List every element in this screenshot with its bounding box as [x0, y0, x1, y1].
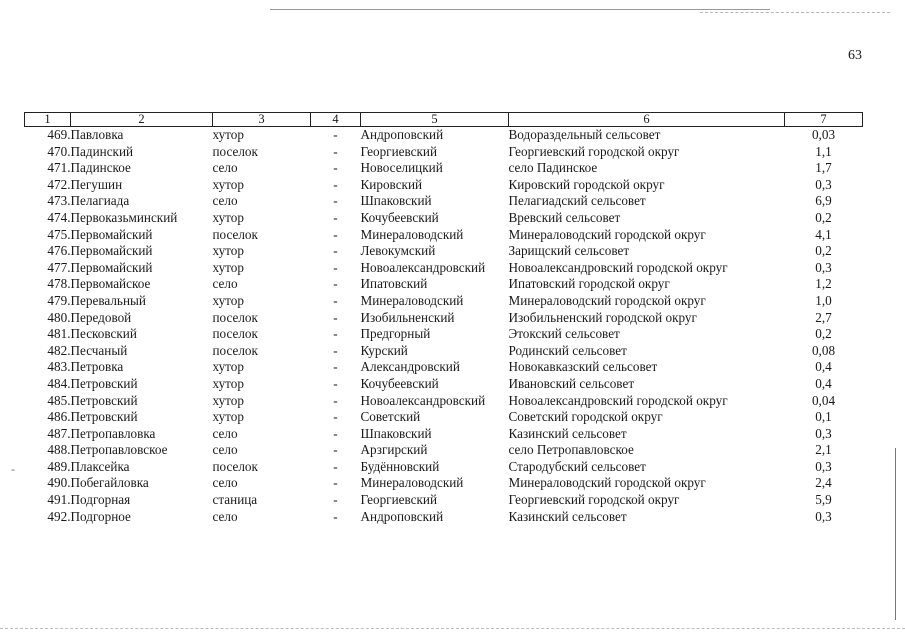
page-number: 63: [848, 48, 862, 63]
column-4-value: -: [333, 475, 338, 491]
table-row: [25, 359, 863, 376]
settlement-type: хутор: [212, 359, 244, 375]
table-row: [25, 293, 863, 310]
table-row: [25, 210, 863, 227]
municipality-name: Этокский сельсовет: [508, 326, 620, 342]
row-number: 480.: [47, 309, 71, 325]
settlement-type: село: [212, 442, 238, 458]
settlement-type: село: [212, 475, 238, 491]
row-number: 472.: [47, 176, 71, 192]
settlement-type: хутор: [212, 209, 244, 225]
table-header-row: [25, 113, 863, 127]
table-row: [25, 177, 863, 194]
row-number: 470.: [47, 143, 71, 159]
column-4-value: -: [333, 359, 338, 375]
municipality-name: Новоалександровский городской округ: [508, 392, 728, 408]
row-number: 486.: [47, 409, 71, 425]
scan-artifact-top: [270, 9, 770, 10]
district-name: Георгиевский: [360, 143, 438, 159]
row-number: 482.: [47, 342, 71, 358]
settlement-name: Первомайский: [70, 259, 153, 275]
settlement-type: поселок: [212, 458, 258, 474]
municipality-name: Зарищский сельсовет: [508, 243, 630, 259]
table-row: [25, 144, 863, 161]
municipality-name: Георгиевский городской округ: [508, 492, 680, 508]
municipality-name: Пелагиадский сельсовет: [508, 193, 646, 209]
area-value: 0,3: [815, 176, 832, 192]
municipality-name: Изобильненский городской округ: [508, 309, 697, 325]
municipality-name: Новоалександровский городской округ: [508, 259, 728, 275]
column-4-value: -: [333, 508, 338, 524]
row-number: 478.: [47, 276, 71, 292]
area-value: 0,4: [815, 359, 832, 375]
settlement-name: Павловка: [70, 127, 124, 142]
column-4-value: -: [333, 193, 338, 209]
area-value: 1,7: [815, 160, 832, 176]
table-row: [25, 326, 863, 343]
column-4-value: -: [333, 292, 338, 308]
stray-margin-mark: -: [11, 462, 15, 476]
district-name: Минераловодский: [360, 475, 464, 491]
row-number: 483.: [47, 359, 71, 375]
row-number: 492.: [47, 508, 71, 524]
area-value: 0,3: [815, 458, 832, 474]
column-4-value: -: [333, 176, 338, 192]
district-name: Ипатовский: [360, 276, 428, 292]
district-name: Новоселицкий: [360, 160, 443, 176]
area-value: 0,2: [815, 326, 832, 342]
settlement-name: Первомайское: [70, 276, 151, 292]
column-4-value: -: [333, 276, 338, 292]
table-row: [25, 376, 863, 393]
table-body: [25, 127, 863, 526]
area-value: 2,4: [815, 475, 832, 491]
settlement-name: Перевальный: [70, 292, 146, 308]
column-4-value: -: [333, 243, 338, 259]
settlement-type: село: [212, 193, 238, 209]
column-header-1: 1: [25, 113, 71, 127]
row-number: 487.: [47, 425, 71, 441]
municipality-name: Новокавказский сельсовет: [508, 359, 658, 375]
column-header-7: 7: [785, 113, 863, 127]
settlement-name: Подгорная: [70, 492, 131, 508]
area-value: 1,2: [815, 276, 832, 292]
column-header-6: 6: [509, 113, 785, 127]
settlement-name: Побегайловка: [70, 475, 149, 491]
row-number: 491.: [47, 492, 71, 508]
column-4-value: -: [333, 342, 338, 358]
settlement-type: поселок: [212, 342, 258, 358]
column-header-3: 3: [213, 113, 311, 127]
settlement-type: хутор: [212, 127, 244, 142]
table-row: [25, 310, 863, 327]
district-name: Андроповский: [360, 508, 444, 524]
settlement-type: хутор: [212, 292, 244, 308]
settlement-type: поселок: [212, 309, 258, 325]
column-4-value: -: [333, 392, 338, 408]
row-number: 479.: [47, 292, 71, 308]
district-name: Андроповский: [360, 127, 444, 142]
area-value: 0,3: [815, 425, 832, 441]
table-row: [25, 260, 863, 277]
settlement-type: село: [212, 508, 238, 524]
municipality-name: Вревский сельсовет: [508, 209, 621, 225]
area-value: 0,3: [815, 259, 832, 275]
settlement-type: хутор: [212, 176, 244, 192]
settlement-name: Падинский: [70, 143, 134, 159]
municipality-name: Водораздельный сельсовет: [508, 127, 661, 142]
table-row: [25, 426, 863, 443]
column-header-5: 5: [361, 113, 509, 127]
settlement-name: Песковский: [70, 326, 137, 342]
scan-artifact-bottom: [0, 628, 905, 629]
table-row: [25, 475, 863, 492]
settlement-type: село: [212, 160, 238, 176]
area-value: 4,1: [815, 226, 832, 242]
area-value: 2,1: [815, 442, 832, 458]
column-4-value: -: [333, 143, 338, 159]
municipality-name: Минераловодский городской округ: [508, 226, 706, 242]
table-row: [25, 509, 863, 526]
area-value: 1,1: [815, 143, 832, 159]
column-4-value: -: [333, 226, 338, 242]
row-number: 477.: [47, 259, 71, 275]
table-row: [25, 227, 863, 244]
settlement-name: Первомайский: [70, 243, 153, 259]
column-4-value: -: [333, 458, 338, 474]
area-value: 0,1: [815, 409, 832, 425]
column-4-value: -: [333, 209, 338, 225]
settlement-name: Первомайский: [70, 226, 153, 242]
area-value: 0,2: [815, 243, 832, 259]
settlement-type: хутор: [212, 409, 244, 425]
settlement-name: Петровский: [70, 409, 138, 425]
row-number: 473.: [47, 193, 71, 209]
municipality-name: Кировский городской округ: [508, 176, 665, 192]
row-number: 474.: [47, 209, 71, 225]
municipality-name: село Петропавловское: [508, 442, 634, 458]
area-value: 2,7: [815, 309, 832, 325]
district-name: Кочубеевский: [360, 375, 439, 391]
district-name: Новоалександровский: [360, 259, 486, 275]
district-name: Предгорный: [360, 326, 431, 342]
district-name: Кировский: [360, 176, 423, 192]
settlement-name: Первоказьминский: [70, 209, 178, 225]
area-value: 0,3: [815, 508, 832, 524]
settlement-name: Петропавловка: [70, 425, 156, 441]
settlement-name: Пегушин: [70, 176, 123, 192]
settlement-type: поселок: [212, 143, 258, 159]
district-name: Изобильненский: [360, 309, 455, 325]
table-row: [25, 409, 863, 426]
district-name: Курский: [360, 342, 408, 358]
table-row: [25, 492, 863, 509]
settlement-name: Песчаный: [70, 342, 128, 358]
settlement-name: Плаксейка: [70, 458, 130, 474]
column-4-value: -: [333, 425, 338, 441]
row-number: 481.: [47, 326, 71, 342]
settlement-name: Пелагиада: [70, 193, 130, 209]
row-number: 490.: [47, 475, 71, 491]
municipality-name: Ивановский сельсовет: [508, 375, 635, 391]
district-name: Новоалександровский: [360, 392, 486, 408]
area-value: 0,2: [815, 209, 832, 225]
settlement-name: Подгорное: [70, 508, 131, 524]
settlement-name: Петропавловское: [70, 442, 168, 458]
settlement-type: село: [212, 276, 238, 292]
column-4-value: -: [333, 326, 338, 342]
column-4-value: -: [333, 409, 338, 425]
settlement-type: хутор: [212, 243, 244, 259]
municipality-name: Казинский сельсовет: [508, 508, 627, 524]
column-header-4: 4: [311, 113, 361, 127]
row-number: 488.: [47, 442, 71, 458]
table-row: [25, 442, 863, 459]
row-number: 475.: [47, 226, 71, 242]
district-name: Георгиевский: [360, 492, 438, 508]
area-value: 0,4: [815, 375, 832, 391]
district-name: Александровский: [360, 359, 460, 375]
area-value: 5,9: [815, 492, 832, 508]
area-value: 6,9: [815, 193, 832, 209]
area-value: 0,03: [811, 127, 836, 142]
column-4-value: -: [333, 259, 338, 275]
settlement-name: Падинское: [70, 160, 131, 176]
municipality-name: Казинский сельсовет: [508, 425, 627, 441]
municipality-name: Стародубский сельсовет: [508, 458, 646, 474]
municipality-name: село Падинское: [508, 160, 598, 176]
table-row: [25, 193, 863, 210]
row-number: 485.: [47, 392, 71, 408]
table-row: [25, 127, 863, 144]
district-name: Будённовский: [360, 458, 440, 474]
area-value: 0,08: [811, 342, 836, 358]
settlement-type: село: [212, 425, 238, 441]
column-4-value: -: [333, 309, 338, 325]
table-row: [25, 343, 863, 360]
district-name: Арзгирский: [360, 442, 428, 458]
district-name: Минераловодский: [360, 226, 464, 242]
settlement-type: поселок: [212, 326, 258, 342]
area-value: 1,0: [815, 292, 832, 308]
table-row: [25, 393, 863, 410]
municipality-name: Ипатовский городской округ: [508, 276, 670, 292]
settlement-type: хутор: [212, 392, 244, 408]
table-row: [25, 243, 863, 260]
column-header-2: 2: [71, 113, 213, 127]
column-4-value: -: [333, 442, 338, 458]
settlement-name: Передовой: [70, 309, 132, 325]
settlement-name: Петровский: [70, 375, 138, 391]
column-4-value: -: [333, 127, 338, 142]
municipality-name: Георгиевский городской округ: [508, 143, 680, 159]
district-name: Левокумский: [360, 243, 436, 259]
row-number: 469.: [47, 127, 71, 142]
column-4-value: -: [333, 160, 338, 176]
row-number: 484.: [47, 375, 71, 391]
row-number: 471.: [47, 160, 71, 176]
district-name: Кочубеевский: [360, 209, 439, 225]
district-name: Минераловодский: [360, 292, 464, 308]
row-number: 489.: [47, 458, 71, 474]
scan-artifact-right-edge: [895, 448, 896, 620]
municipality-name: Советский городской округ: [508, 409, 663, 425]
settlement-type: станица: [212, 492, 258, 508]
district-name: Шпаковский: [360, 193, 432, 209]
scan-artifact-top-dashed: [700, 12, 890, 13]
settlement-name: Петровский: [70, 392, 138, 408]
settlement-type: хутор: [212, 259, 244, 275]
municipality-name: Минераловодский городской округ: [508, 475, 706, 491]
district-name: Советский: [360, 409, 421, 425]
column-4-value: -: [333, 492, 338, 508]
table-row: [25, 160, 863, 177]
municipality-name: Родинский сельсовет: [508, 342, 627, 358]
column-4-value: -: [333, 375, 338, 391]
table-row: [25, 276, 863, 293]
settlement-name: Петровка: [70, 359, 124, 375]
area-value: 0,04: [811, 392, 836, 408]
settlements-table: [24, 112, 863, 525]
row-number: 476.: [47, 243, 71, 259]
settlement-type: хутор: [212, 375, 244, 391]
settlement-type: поселок: [212, 226, 258, 242]
table-row: [25, 459, 863, 476]
municipality-name: Минераловодский городской округ: [508, 292, 706, 308]
district-name: Шпаковский: [360, 425, 432, 441]
